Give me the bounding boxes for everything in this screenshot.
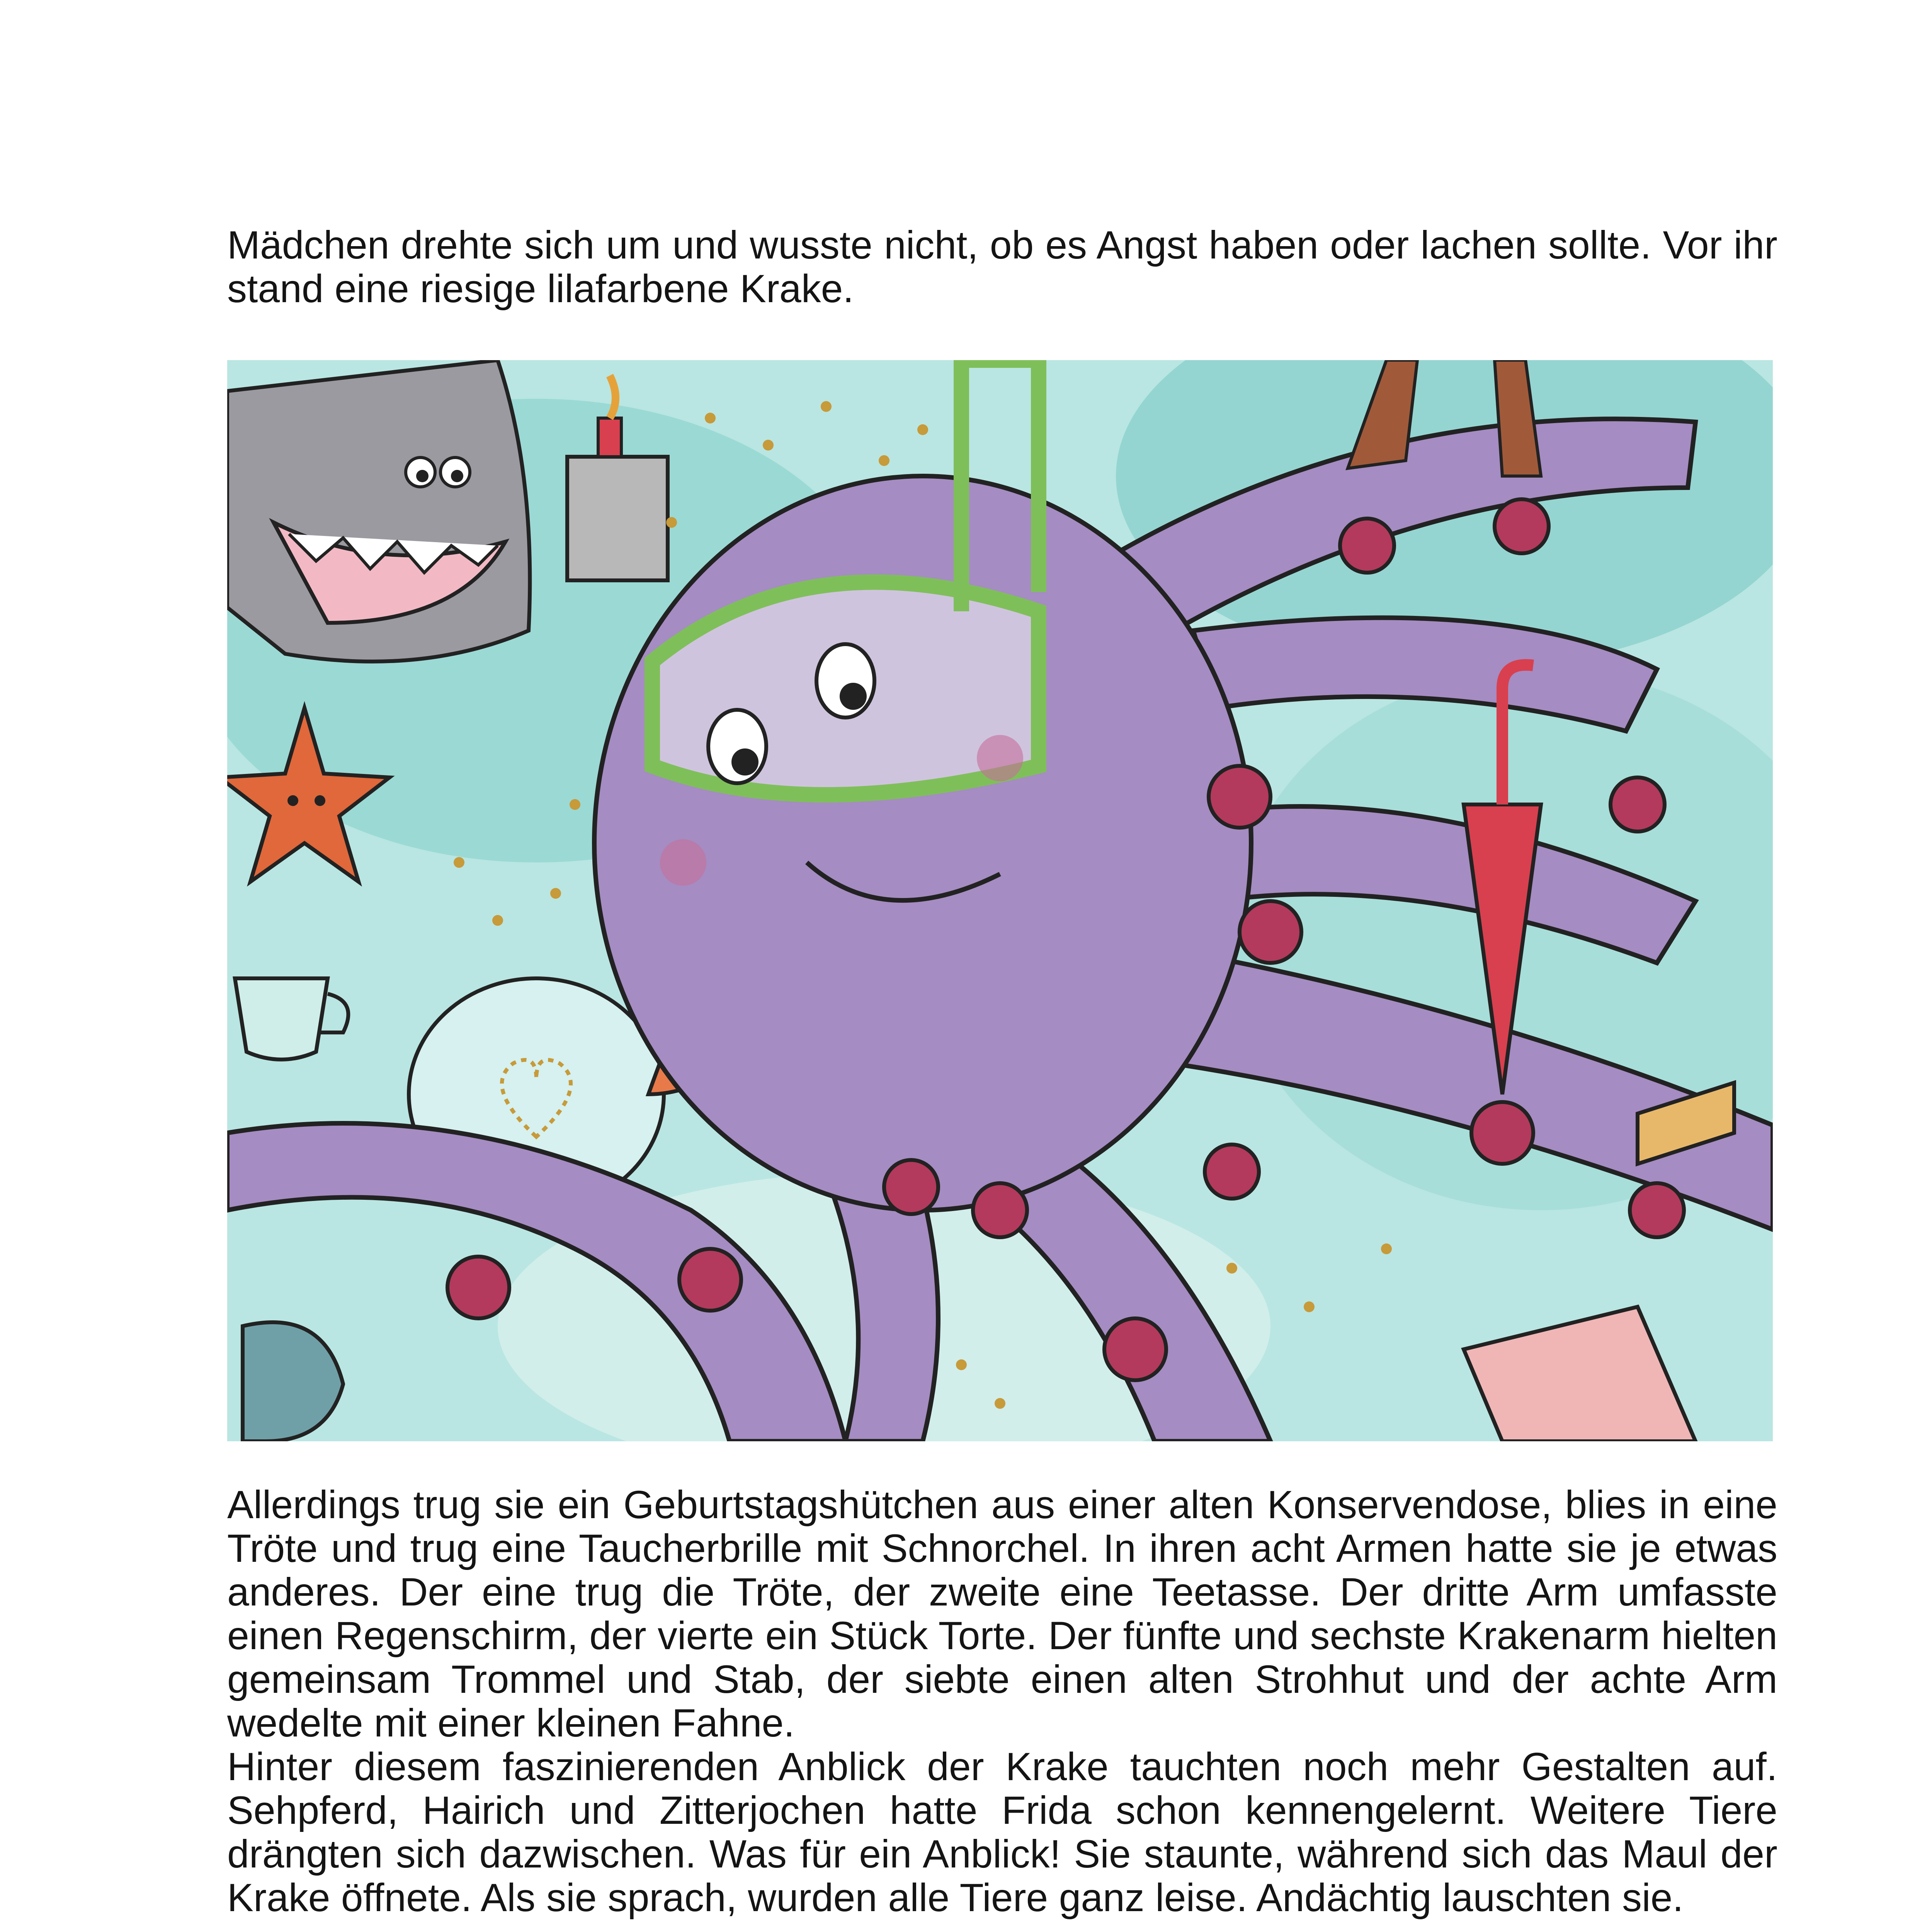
paragraph: Hinter diesem faszinierenden Anblick der Krake tauchten noch mehr Gestalten auf. Sehpferd, Hairich und Zitterjochen hatte Frida schon kennengelernt. Weitere Tiere drängten sich dazwischen. Was für ein Anblick! Sie staunte, während sich das Maul der Krake öffnete. Als sie sprach, wurden alle Tiere ganz leise. Andächtig lauschten sie. [227,1745,1777,1920]
paragraph-gap [227,1920,1777,1932]
text-block-bottom [227,1483,1777,1932]
octopus [594,476,1251,1210]
paragraph: Allerdings trug sie ein Geburtstagshütchen aus einer alten Konservendose, blies in eine Tröte und trug eine Taucherbrille mit Schnorchel. In ihren acht Armen hatte sie je etwas anderes. Der eine trug die Tröte, der zweite eine Teetasse. Der dritte Arm umfasste einen Regenschirm, der vierte ein Stück Torte. Der fünfte und sechste Krakenarm hielten gemeinsam Trommel und Stab, der siebte einen alten Strohhut und der achte Arm wedelte mit einer kleinen Fahne. [227,1483,1777,1745]
shark [227,360,530,662]
text-block-top [227,223,1777,311]
octopus-illustration [227,360,1773,1441]
paragraph: Mädchen drehte sich um und wusste nicht, ob es Angst haben oder lachen sollte. Vor ihr stand eine riesige lilafarbene Krake. [227,223,1777,311]
